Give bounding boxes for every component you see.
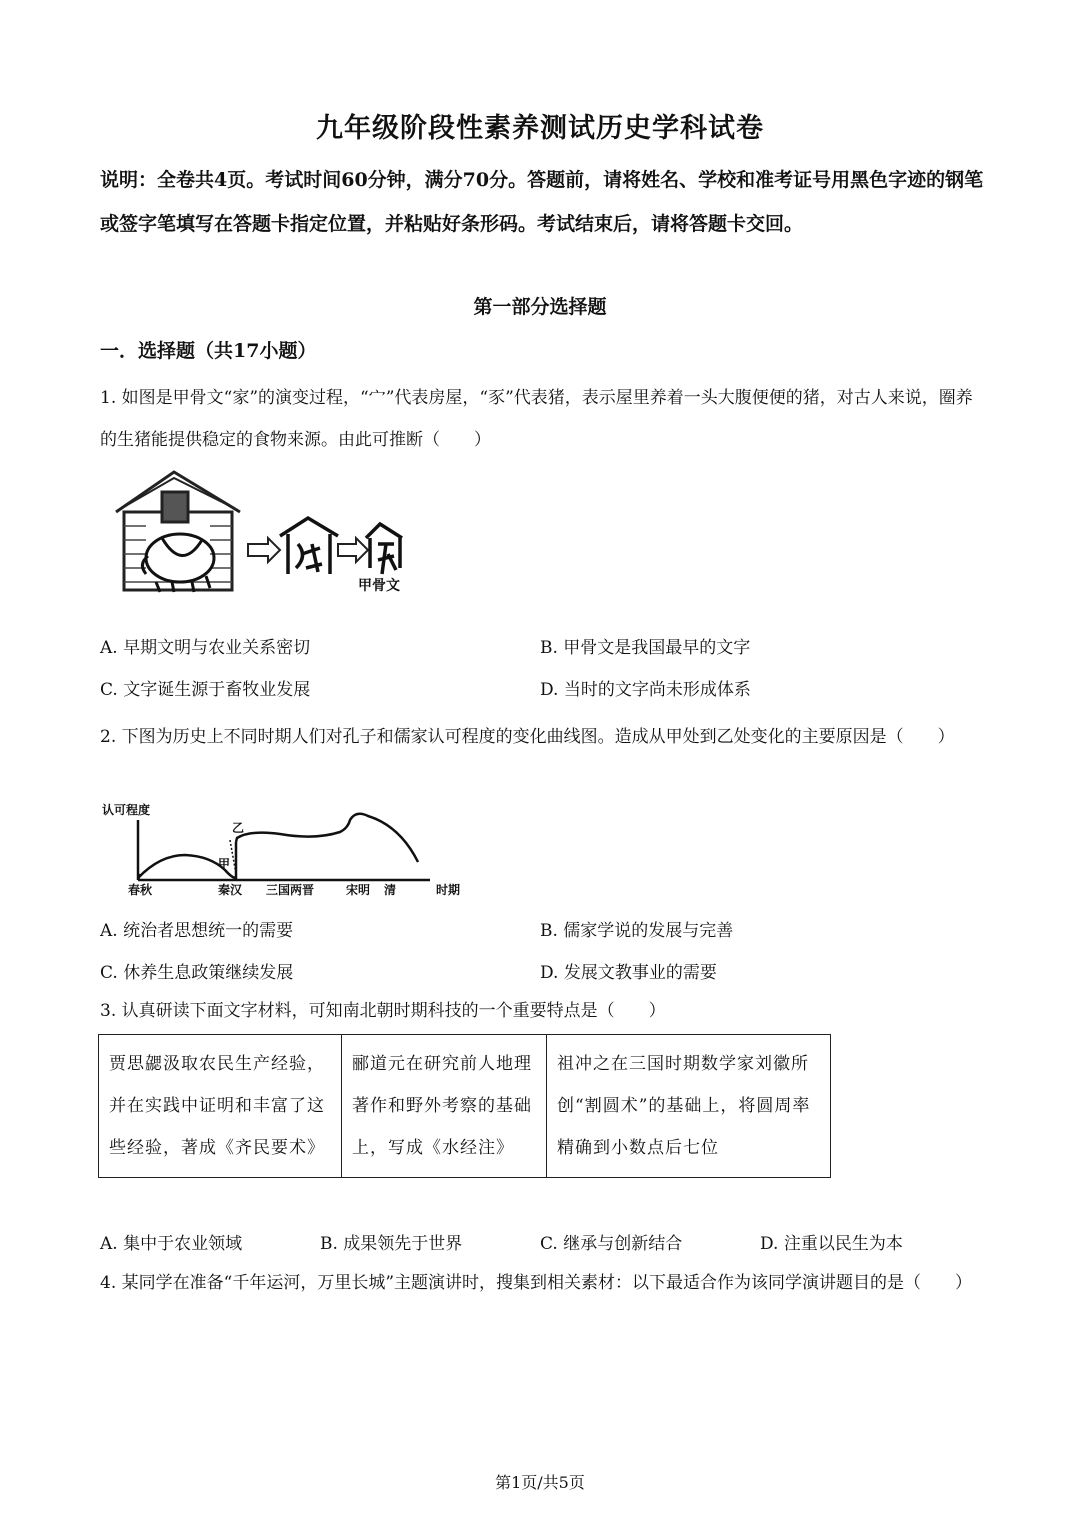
q2-option-c[interactable]: C. 休养生息政策继续发展	[100, 963, 294, 983]
curve-segment-2	[236, 814, 418, 862]
materials-table	[98, 1034, 831, 1178]
material-jia-sixie: 贾思勰汲取农民生产经验，并在实践中证明和丰富了这些经验，著成《齐民要术》	[99, 1035, 342, 1178]
q2-option-d[interactable]: D. 发展文教事业的需要	[540, 963, 717, 983]
page-number: 第1页/共5页	[495, 1473, 585, 1492]
x-tick-qing: 清	[384, 883, 397, 897]
y-axis-label: 认可程度	[102, 803, 151, 817]
q2-option-b[interactable]: B. 儒家学说的发展与完善	[540, 921, 734, 941]
exam-notice: 说明：全卷共4页。考试时间60分钟，满分70分。答题前，请将姓名、学校和准考证号用黑色字迹的钢笔或签字笔填写在答题卡指定位置，并粘贴好条形码。考试结束后，请将答题卡交回。	[100, 169, 984, 235]
figure-caption: 甲骨文	[358, 578, 400, 594]
q1-option-d[interactable]: D. 当时的文字尚未形成体系	[540, 680, 751, 700]
section-title: 一．选择题（共17小题）	[100, 340, 317, 362]
oracle-bone-jia-evolution-figure	[112, 464, 417, 599]
q3-option-d[interactable]: D. 注重以民生为本	[760, 1234, 903, 1254]
q1-option-b[interactable]: B. 甲骨文是我国最早的文字	[540, 638, 751, 658]
part-title: 第一部分选择题	[473, 296, 607, 318]
question-3-stem: 3. 认真研读下面文字材料，可知南北朝时期科技的一个重要特点是（ ）	[100, 1001, 666, 1021]
question-1-stem: 1. 如图是甲骨文“家”的演变过程，“宀”代表房屋，“豕”代表猪，表示屋里养着一头大腹便便的猪，对古人来说，圈养的生猪能提供稳定的食物来源。由此可推断（ ）	[100, 388, 973, 450]
q1-option-a[interactable]: A. 早期文明与农业关系密切	[100, 638, 311, 658]
q3-option-c[interactable]: C. 继承与创新结合	[540, 1234, 683, 1254]
q3-option-a[interactable]: A. 集中于农业领域	[100, 1234, 243, 1254]
question-4-stem: 4. 某同学在准备“千年运河，万里长城”主题演讲时，搜集到相关素材：以下最适合作为该同学演讲题目的是（ ）	[100, 1273, 973, 1293]
point-label-yi: 乙	[232, 821, 245, 835]
q3-option-b[interactable]: B. 成果领先于世界	[320, 1234, 463, 1254]
point-label-jia: 甲	[218, 857, 231, 871]
recognition-curve-chart	[100, 800, 470, 900]
x-axis-label: 时期	[436, 883, 461, 897]
page-title: 九年级阶段性素养测试历史学科试卷	[316, 113, 764, 144]
q1-option-c[interactable]: C. 文字诞生源于畜牧业发展	[100, 680, 311, 700]
material-zu-chongzhi: 祖冲之在三国时期数学家刘徽所创“割圆术”的基础上，将圆周率精确到小数点后七位	[547, 1035, 831, 1178]
x-tick-qinhan: 秦汉	[218, 883, 243, 897]
material-li-daoyuan: 郦道元在研究前人地理著作和野外考察的基础上，写成《水经注》	[342, 1035, 547, 1178]
q2-option-a[interactable]: A. 统治者思想统一的需要	[100, 921, 294, 941]
x-tick-chunqiu: 春秋	[128, 883, 153, 897]
question-2-stem: 2. 下图为历史上不同时期人们对孔子和儒家认可程度的变化曲线图。造成从甲处到乙处变化的主要原因是（ ）	[100, 727, 955, 747]
x-tick-songming: 宋明	[346, 883, 371, 897]
x-tick-sanguo: 三国两晋	[266, 883, 315, 897]
